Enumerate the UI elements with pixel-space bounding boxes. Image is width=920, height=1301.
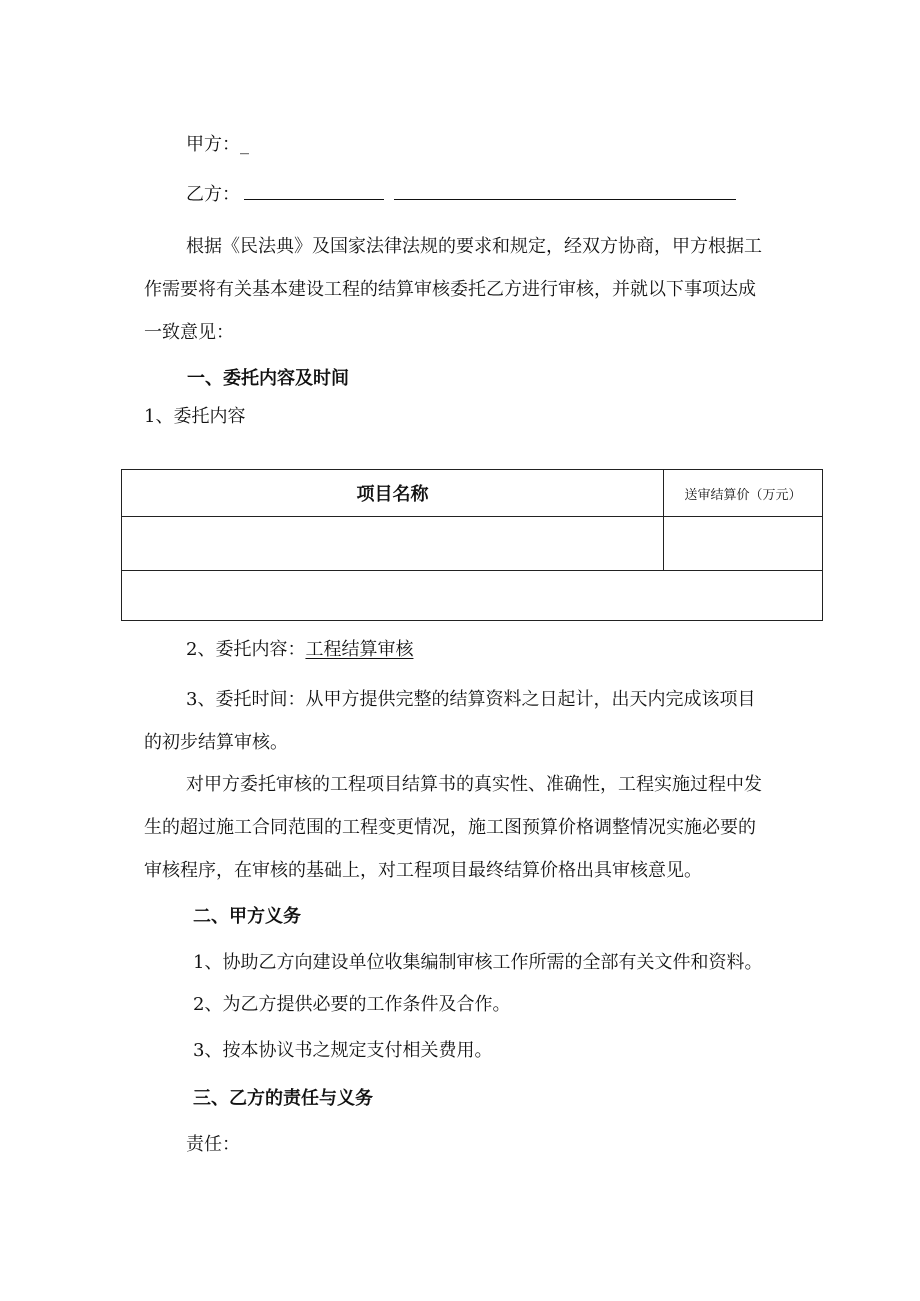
section2-item2: 2、为乙方提供必要的工作条件及合作。: [193, 994, 511, 1015]
section2-item1: 1、协助乙方向建设单位收集编制审核工作所需的全部有关文件和资料。: [193, 952, 763, 973]
review-para-line-3: 审核程序，在审核的基础上，对工程项目最终结算价格出具审核意见。: [144, 860, 702, 881]
party-a-blank: _: [240, 134, 249, 155]
section1-item3-line-2: 的初步结算审核。: [144, 732, 288, 753]
item2-label: 2、委托内容：: [186, 639, 306, 660]
table-cell-price: [664, 517, 823, 571]
table-cell-merged: [122, 571, 823, 621]
section1-heading: 一、委托内容及时间: [187, 368, 349, 389]
review-para-line-1: 对甲方委托审核的工程项目结算书的真实性、准确性，工程实施过程中发: [186, 774, 762, 795]
section1-item3-line-1: 3、委托时间：从甲方提供完整的结算资料之日起计，出天内完成该项目: [186, 689, 756, 710]
intro-line-2: 作需要将有关基本建设工程的结算审核委托乙方进行审核，并就以下事项达成: [144, 279, 756, 300]
project-table: [121, 469, 823, 621]
table-row: [122, 517, 823, 571]
section2-heading: 二、甲方义务: [193, 906, 301, 927]
item2-value: 工程结算审核: [305, 639, 414, 660]
party-b-blank-1: [244, 183, 384, 200]
col-project-name: 项目名称: [122, 470, 664, 517]
party-b-label: 乙方：: [186, 184, 240, 205]
col-price: 送审结算价（万元）: [664, 470, 823, 517]
table-cell-project-name: [122, 517, 664, 571]
table-row-merged: [122, 571, 823, 621]
table-header-row: [122, 470, 823, 517]
intro-line-3: 一致意见：: [144, 322, 234, 343]
section3-heading: 三、乙方的责任与义务: [193, 1088, 373, 1109]
section1-item2: [186, 638, 413, 662]
intro-line-1: 根据《民法典》及国家法律法规的要求和规定，经双方协商，甲方根据工: [186, 236, 762, 257]
section2-item3: 3、按本协议书之规定支付相关费用。: [193, 1040, 493, 1061]
section1-item1: 1、委托内容: [144, 406, 246, 427]
party-b-line: [186, 183, 736, 207]
review-para-line-2: 生的超过施工合同范围的工程变更情况，施工图预算价格调整情况实施必要的: [144, 817, 756, 838]
responsibility-label: 责任：: [186, 1134, 240, 1155]
party-a-label: 甲方：: [186, 134, 240, 155]
party-a-line: [186, 133, 249, 157]
party-b-blank-2: [394, 183, 736, 200]
